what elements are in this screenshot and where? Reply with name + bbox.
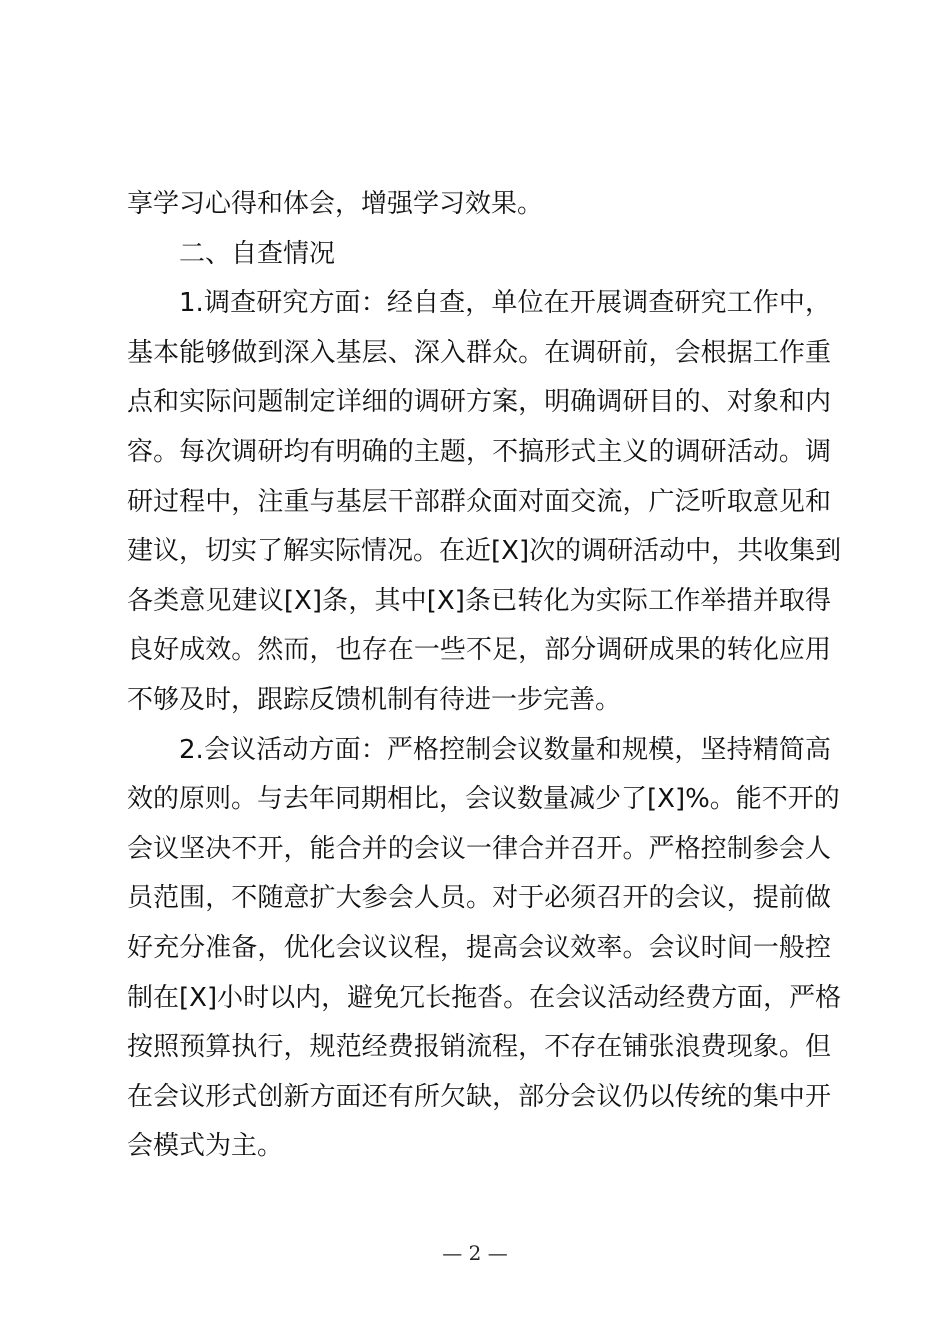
- text-line: 1.调查研究方面：经自查，单位在开展调查研究工作中，: [179, 288, 831, 319]
- text-line: 不够及时，跟踪反馈机制有待进一步完善。: [127, 684, 622, 715]
- text-line: 2.会议活动方面：严格控制会议数量和规模，坚持精简高: [179, 734, 831, 765]
- text-line: 建议，切实了解实际情况。在近[X]次的调研活动中，共收集到: [127, 536, 842, 567]
- text-line: 各类意见建议[X]条，其中[X]条已转化为实际工作举措并取得: [127, 585, 831, 616]
- text-line: 点和实际问题制定详细的调研方案，明确调研目的、对象和内: [127, 387, 831, 418]
- text-line: 会模式为主。: [127, 1131, 284, 1162]
- text-line: 效的原则。与去年同期相比，会议数量减少了[X]%。能不开的: [127, 784, 840, 815]
- text-line: 好充分准备，优化会议议程，提高会议效率。会议时间一般控: [127, 932, 831, 963]
- document-body: [127, 180, 842, 1172]
- text-line: 制在[X]小时以内，避免冗长拖沓。在会议活动经费方面，严格: [127, 982, 842, 1013]
- text-line: 员范围，不随意扩大参会人员。对于必须召开的会议，提前做: [127, 883, 831, 914]
- text-line: 在会议形式创新方面还有所欠缺，部分会议仍以传统的集中开: [127, 1081, 831, 1112]
- text-line: 享学习心得和体会，增强学习效果。: [127, 189, 544, 219]
- text-line: 容。每次调研均有明确的主题，不搞形式主义的调研活动。调: [127, 436, 831, 467]
- text-line: 良好成效。然而，也存在一些不足，部分调研成果的转化应用: [127, 635, 831, 666]
- text-line: 研过程中，注重与基层干部群众面对面交流，广泛听取意见和: [127, 486, 831, 517]
- text-line: 基本能够做到深入基层、深入群众。在调研前，会根据工作重: [127, 337, 831, 368]
- text-line: 会议坚决不开，能合并的会议一律合并召开。严格控制参会人: [127, 833, 831, 864]
- text-line: 二、自查情况: [179, 238, 336, 269]
- page-number: — 2 —: [442, 1241, 508, 1265]
- text-line: 按照预算执行，规范经费报销流程，不存在铺张浪费现象。但: [127, 1032, 831, 1063]
